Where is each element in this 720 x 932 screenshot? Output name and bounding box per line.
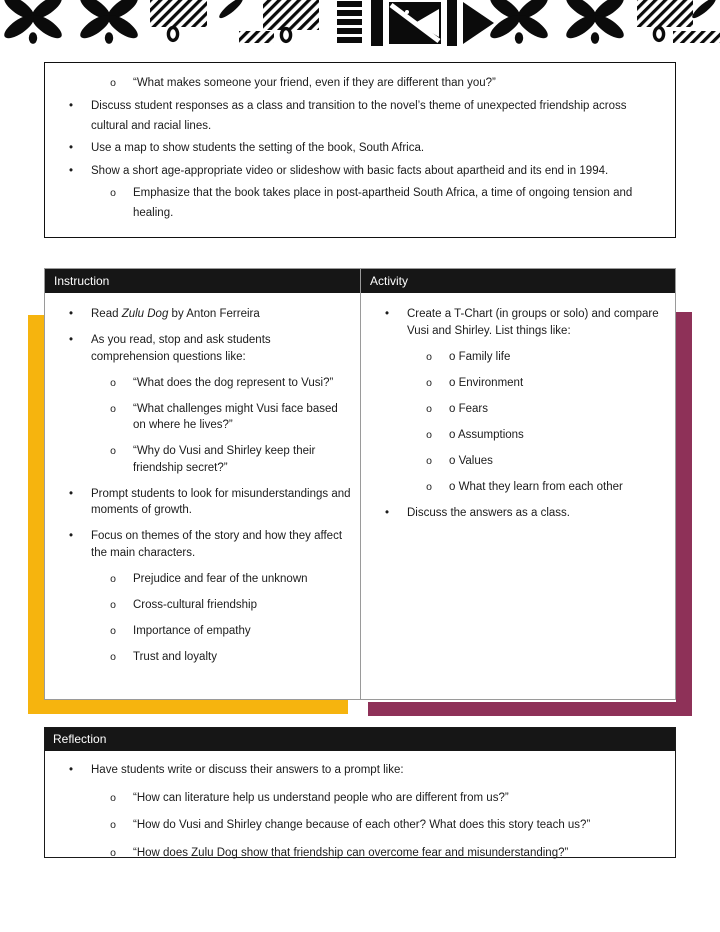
intro-list (59, 73, 659, 223)
sub-bullet-item (59, 183, 659, 223)
diagonal-stripe-square (263, 0, 319, 30)
oval-dot-motif (168, 28, 177, 41)
list-item-text: “How do Vusi and Shirley change because of each other? What does this story teach us?” (133, 819, 591, 831)
circle-marker: o (426, 402, 432, 415)
bullet-item (59, 762, 665, 779)
bullet-marker: • (68, 487, 74, 500)
circle-marker: o (110, 402, 116, 415)
list-item-text: Trust and loyalty (133, 650, 217, 663)
list-item-text: o Environment (449, 376, 524, 389)
petal-tip-motif (217, 0, 245, 21)
instruction-column (45, 269, 360, 699)
solid-triangle-motif (463, 2, 494, 44)
maroon-accent-bottom-bar (368, 702, 692, 716)
bullet-item (375, 306, 667, 339)
sub-bullet-item (59, 401, 352, 434)
sub-bullet-item (59, 375, 352, 392)
bullet-item (59, 138, 659, 158)
list-item-text: Prejudice and fear of the unknown (133, 572, 308, 585)
activity-column (360, 269, 675, 699)
diagonal-stripe-square (150, 0, 207, 27)
triangle-in-square-motif (389, 2, 441, 44)
list-item-text: “Why do Vusi and Shirley keep their friendship secret?” (133, 445, 316, 474)
list-item-text: o What they learn from each other (449, 480, 623, 493)
sub-bullet-item (59, 623, 352, 640)
bullet-marker: • (68, 764, 74, 776)
list-item-text: Discuss the answers as a class. (407, 506, 570, 519)
list-item-text: o Values (449, 454, 493, 467)
circle-marker: o (426, 454, 432, 467)
circle-marker: o (110, 598, 116, 611)
list-item-text: Focus on themes of the story and how they affect the main characters. (91, 530, 343, 559)
bullet-marker: • (68, 308, 74, 320)
petal-tip-motif (690, 0, 718, 21)
reflection-header: Reflection (45, 728, 675, 751)
oval-dot-motif (281, 29, 290, 42)
x-petal-motif (487, 0, 551, 44)
bullet-item (59, 486, 352, 519)
circle-marker: o (110, 819, 116, 831)
circle-marker: o (110, 846, 116, 859)
sub-bullet-item (375, 453, 667, 470)
vertical-bar (371, 0, 383, 46)
bullet-marker: • (384, 506, 390, 519)
sub-bullet-item (375, 479, 667, 496)
reflection-list (45, 751, 675, 872)
x-petal-motif (563, 0, 627, 44)
list-item-text: Create a T-Chart (in groups or solo) and compare Vusi and Shirley. List things like: (407, 308, 659, 337)
instruction-list (45, 293, 360, 675)
list-item-text: Show a short age-appropriate video or slideshow with basic facts about apartheid and its end in 1994. (91, 164, 609, 177)
circle-marker: o (110, 624, 116, 637)
bullet-item (59, 306, 352, 323)
list-item-text: o Family life (449, 350, 511, 363)
bullet-marker: • (384, 308, 390, 320)
bullet-marker: • (68, 142, 74, 154)
circle-marker: o (110, 376, 116, 389)
sub-bullet-item (59, 73, 659, 93)
circle-marker: o (110, 791, 116, 804)
sub-bullet-item (375, 427, 667, 444)
yellow-accent-bottom-bar (28, 700, 348, 714)
list-item-text: Emphasize that the book takes place in post-apartheid South Africa, a time of ongoing tension and healing. (133, 187, 633, 219)
list-item-text: o Assumptions (449, 428, 524, 441)
sub-bullet-item (375, 349, 667, 366)
sub-bullet-item (59, 790, 665, 807)
list-item-text: “How can literature help us understand people who are different from us?” (133, 791, 509, 804)
bullet-marker: • (68, 530, 74, 542)
activity-header: Activity (361, 269, 675, 293)
intro-activities-box (44, 62, 676, 238)
diagonal-stripe-square (239, 31, 274, 43)
sub-bullet-item (59, 845, 665, 862)
instruction-header: Instruction (45, 269, 360, 293)
list-item-text: Importance of empathy (133, 624, 251, 637)
circle-marker: o (110, 187, 116, 199)
activity-list (361, 293, 675, 531)
sub-bullet-item (59, 571, 352, 588)
bullet-item (59, 332, 352, 365)
diagonal-stripe-square (637, 0, 693, 27)
sub-bullet-item (375, 375, 667, 392)
list-item-text: As you read, stop and ask students comprehension questions like: (91, 334, 271, 363)
list-item-text: “How does Zulu Dog show that friendship can overcome fear and misunderstanding?” (133, 846, 569, 859)
circle-marker: o (110, 650, 116, 663)
list-item-text: “What challenges might Vusi face based on where he lives?” (133, 402, 338, 431)
list-item-text: Cross-cultural friendship (133, 598, 257, 611)
sub-bullet-item (59, 443, 352, 476)
circle-marker: o (426, 480, 432, 493)
bullet-item (59, 528, 352, 561)
circle-marker: o (426, 376, 432, 389)
circle-marker: o (110, 572, 116, 585)
list-item-text: “What does the dog represent to Vusi?” (133, 376, 334, 389)
circle-marker: o (426, 350, 432, 363)
instruction-activity-table (44, 268, 676, 700)
bullet-marker: • (68, 334, 74, 346)
yellow-accent-left-bar (28, 315, 44, 714)
reflection-section (44, 727, 676, 858)
sub-bullet-item (59, 597, 352, 614)
oval-dot-motif (654, 28, 663, 41)
list-item-text: “What makes someone your friend, even if they are different than you?” (133, 77, 496, 89)
horizontal-bar-stack (337, 1, 362, 43)
circle-marker: o (110, 445, 116, 457)
list-item-text: Use a map to show students the setting of the book, South Africa. (91, 142, 425, 154)
bullet-marker: • (68, 164, 74, 177)
bullet-item (59, 96, 659, 136)
maroon-accent-right-bar (676, 312, 692, 716)
diagonal-stripe-square (673, 31, 720, 43)
sub-bullet-item (59, 817, 665, 834)
list-item-text: Read Zulu Dog by Anton Ferreira (91, 308, 260, 320)
list-item-text: o Fears (449, 402, 488, 415)
circle-marker: o (426, 428, 432, 441)
circle-marker: o (110, 77, 116, 89)
bullet-marker: • (68, 99, 74, 112)
african-pattern-banner (0, 0, 720, 46)
list-item-text: Prompt students to look for misunderstandings and moments of growth. (91, 487, 351, 516)
x-petal-motif (1, 0, 65, 44)
vertical-bar (447, 0, 457, 46)
x-petal-motif (77, 0, 141, 44)
list-item-text: Discuss student responses as a class and transition to the novel’s theme of unexpected friendship across cultural and racial lines. (91, 99, 627, 132)
sub-bullet-item (375, 401, 667, 418)
bullet-item (375, 505, 667, 522)
sub-bullet-item (59, 649, 352, 666)
bullet-item (59, 161, 659, 181)
list-item-text: Have students write or discuss their answers to a prompt like: (91, 764, 404, 776)
